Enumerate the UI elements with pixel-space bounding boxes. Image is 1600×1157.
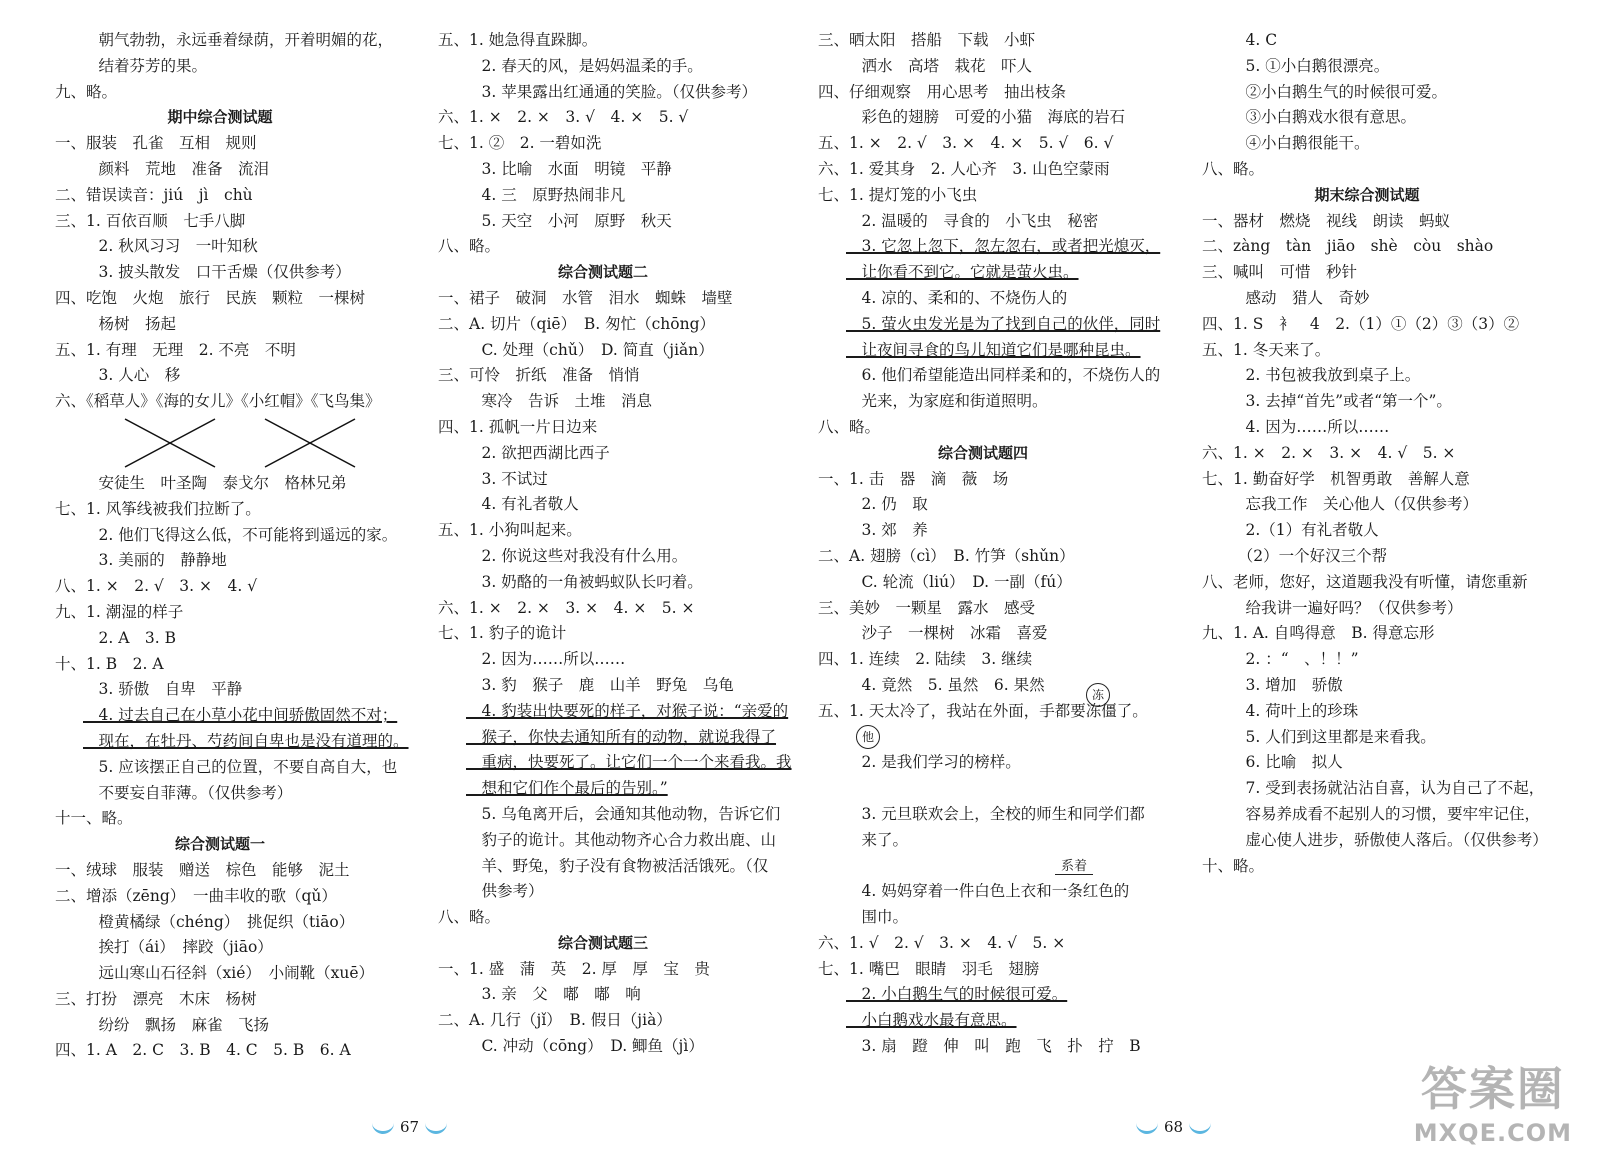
answer-line: 八、老师，您好，这道题我没有听懂，请您重新 bbox=[1202, 572, 1528, 591]
answer-line: 颜料 荒地 准备 流泪 bbox=[83, 159, 270, 178]
answer-line: 一、1. 击 器 滴 薇 场 bbox=[818, 469, 1009, 488]
answer-line: 橙黄橘绿（chéng） 挑促织（tiāo） bbox=[83, 912, 355, 931]
answer-line: （2）一个好汉三个帮 bbox=[1230, 546, 1388, 565]
answer-line: 二、zàng tàn jiāo shè còu shào bbox=[1202, 237, 1494, 256]
answer-line: 虚心使人进步，骄傲使人落后。（仅供参考） bbox=[1230, 830, 1548, 849]
answer-line: 小白鹅戏水最有意思。 bbox=[846, 1011, 1017, 1030]
answer-line: 十、略。 bbox=[1202, 856, 1265, 875]
answer-line: 3. 披头散发 口干舌燥（仅供参考） bbox=[83, 263, 351, 282]
answer-line: ②小白鹅生气的时候很可爱。 bbox=[1230, 82, 1448, 101]
section-title: 期末综合测试题 bbox=[1314, 185, 1420, 204]
answer-line: 3. 不试过 bbox=[466, 469, 548, 488]
answer-line: 4. 凉的、柔和的、不烧伤人的 bbox=[846, 288, 1068, 307]
answer-line: 三、美妙 一颗星 露水 感受 bbox=[818, 598, 1036, 617]
answer-line: 五、1. 天太冷了，我站在外面，手都要冻僵了。 bbox=[818, 701, 1148, 720]
answer-line: 三、喊叫 可惜 秒针 bbox=[1202, 263, 1358, 282]
answer-line: 4. 有礼者敬人 bbox=[466, 495, 579, 514]
answer-line: 九、略。 bbox=[55, 82, 118, 101]
answer-line: 5. 天空 小河 原野 秋天 bbox=[466, 211, 672, 230]
answer-line: 2. 他们飞得这么低，不可能将到遥远的家。 bbox=[83, 525, 398, 544]
answer-line: 二、错误读音：jiú jì chù bbox=[55, 185, 253, 204]
wave-ornament-icon bbox=[425, 1123, 447, 1134]
answer-line: 2. 春天的风，是妈妈温柔的手。 bbox=[466, 56, 703, 75]
answer-line: 2.（1）有礼者敬人 bbox=[1230, 521, 1379, 540]
answer-line: 五、1. × 2. √ 3. × 4. × 5. √ 6. √ bbox=[818, 134, 1114, 153]
answer-line: 七、1. 勤奋好学 机智勇敢 善解人意 bbox=[1202, 469, 1470, 488]
answer-line: 2. ：“ 、！！” bbox=[1230, 650, 1359, 669]
answer-line: 沙子 一棵树 冰霜 喜爱 bbox=[846, 624, 1048, 643]
answer-line: 一、器材 燃烧 视线 朗读 蚂蚁 bbox=[1202, 211, 1451, 230]
answer-line: 结着芬芳的果。 bbox=[83, 56, 208, 75]
answer-line: 一、裙子 破洞 水管 泪水 蜘蛛 墙壁 bbox=[438, 288, 733, 307]
answer-line: 2. 欲把西湖比西子 bbox=[466, 443, 610, 462]
answer-line: 7. 受到表扬就沾沾自喜，认为自己了不起， bbox=[1230, 779, 1545, 798]
answer-line: 五、1. 冬天来了。 bbox=[1202, 340, 1331, 359]
answer-line: 八、略。 bbox=[818, 417, 881, 436]
answer-line: 六、1. × 2. × 3. × 4. √ 5. × bbox=[1202, 443, 1456, 462]
answer-line: 3. 骄傲 自卑 平静 bbox=[83, 680, 243, 699]
answer-line: 2. 因为……所以…… bbox=[466, 650, 626, 669]
answer-line: 十、1. B 2. A bbox=[55, 654, 164, 673]
answer-line: 四、1. 孤帆一片日边来 bbox=[438, 417, 598, 436]
watermark-line-2: MXQE.COM bbox=[1413, 1119, 1572, 1147]
answer-line: C. 处理（chǔ） D. 简直（jiǎn） bbox=[466, 340, 714, 359]
answer-line: 四、1. A 2. C 3. B 4. C 5. B 6. A bbox=[55, 1041, 351, 1060]
answer-line: 感动 猎人 奇妙 bbox=[1230, 288, 1370, 307]
answer-line: 现在，在牡丹、芍药间自卑也是没有道理的。 bbox=[83, 731, 409, 750]
column-3 bbox=[818, 28, 1161, 1060]
answer-line: 七、1. ② 2. 一碧如洗 bbox=[438, 134, 602, 153]
answer-line: 4. 过去自己在小草小花中间骄傲固然不对； bbox=[83, 706, 398, 725]
answer-line: 2. 秋风习习 一叶知秋 bbox=[83, 237, 258, 256]
answer-line: 2. 温暖的 寻食的 小飞虫 秘密 bbox=[846, 211, 1099, 230]
answer-line bbox=[818, 776, 1148, 802]
answer-line: ④小白鹅很能干。 bbox=[1230, 134, 1370, 153]
answer-line: 3. 亲 父 嘟 嘟 响 bbox=[466, 985, 641, 1004]
answer-line: 5. 人们到这里都是来看我。 bbox=[1230, 727, 1436, 746]
answer-line: 一、1. 盛 蒲 英 2. 厚 厚 宝 贵 bbox=[438, 959, 710, 978]
answer-line: 想和它们作个最后的告别。” bbox=[466, 779, 668, 798]
answer-line: 光来，为家庭和街道照明。 bbox=[846, 392, 1048, 411]
answer-line: 来了。 bbox=[846, 830, 909, 849]
answer-line: 纷纷 飘扬 麻雀 飞扬 bbox=[83, 1015, 270, 1034]
answer-line: 寒冷 告诉 土堆 消息 bbox=[466, 392, 653, 411]
correction-mark-ta: 他 bbox=[856, 725, 880, 749]
answer-line: 八、略。 bbox=[438, 237, 501, 256]
page-number-text: 68 bbox=[1164, 1118, 1184, 1136]
column-1 bbox=[55, 28, 409, 1064]
answer-line: 3. 增加 骄傲 bbox=[1230, 675, 1343, 694]
answer-line: 二、A. 翅膀（cì） B. 竹笋（shǔn） bbox=[818, 546, 1075, 565]
answer-line bbox=[818, 854, 1148, 880]
answer-line: 六、1. 爱其身 2. 人心齐 3. 山色空蒙雨 bbox=[818, 159, 1110, 178]
answer-line: 一、服装 孔雀 互相 规则 bbox=[55, 134, 257, 153]
answer-line: 2. 小白鹅生气的时候很可爱。 bbox=[846, 985, 1068, 1004]
answer-line: 4. 豹装出快要死的样子，对猴子说：“亲爱的 bbox=[466, 701, 789, 720]
answer-line: 容易养成看不起别人的习惯，要牢牢记住， bbox=[1230, 804, 1541, 823]
answer-line: 3. 扇 蹬 伸 叫 跑 飞 扑 拧 B bbox=[846, 1037, 1141, 1056]
answer-line: 3. 郊 养 bbox=[846, 521, 928, 540]
answer-line: 5. ①小白鹅很漂亮。 bbox=[1230, 56, 1390, 75]
answer-line: 挨打（ái） 摔跤（jiāo） bbox=[83, 938, 273, 957]
answer-line: 二、A. 几行（jǐ） B. 假日（jià） bbox=[438, 1011, 672, 1030]
answer-line: 给我讲一遍好吗？（仅供参考） bbox=[1230, 598, 1463, 617]
answer-line: 三、可怜 折纸 准备 悄悄 bbox=[438, 366, 640, 385]
answer-line: 4. 三 原野热闹非凡 bbox=[466, 185, 626, 204]
answer-line: 2. 是我们学习的榜样。 bbox=[846, 753, 1021, 772]
answer-line: 洒水 高塔 栽花 吓人 bbox=[846, 56, 1033, 75]
answer-line: 让你看不到它。它就是萤火虫。 bbox=[846, 263, 1079, 282]
answer-line: 五、1. 小狗叫起来。 bbox=[438, 521, 582, 540]
answer-line: 九、1. 潮湿的样子 bbox=[55, 602, 184, 621]
answer-line: 八、略。 bbox=[1202, 159, 1265, 178]
correction-mark-xizhe: 系着 bbox=[1055, 855, 1093, 875]
answer-line: 5. 萤火虫发光是为了找到自己的伙伴，同时 bbox=[846, 314, 1161, 333]
answer-line: 五、1. 她急得直跺脚。 bbox=[438, 31, 598, 49]
answer-line: 2. A 3. B bbox=[83, 628, 177, 647]
answer-line: C. 冲动（cōng） D. 鲫鱼（jì） bbox=[466, 1037, 704, 1056]
answer-line: 3. 苹果露出红通通的笑脸。（仅供参考） bbox=[466, 82, 757, 101]
page-number-68 bbox=[1130, 1118, 1217, 1136]
answer-line: C. 轮流（liú） D. 一副（fú） bbox=[846, 572, 1072, 591]
answer-line: 六、1. × 2. × 3. × 4. × 5. × bbox=[438, 598, 695, 617]
section-title: 综合测试题二 bbox=[557, 263, 648, 282]
wave-ornament-icon bbox=[372, 1123, 394, 1134]
section-title: 综合测试题三 bbox=[557, 933, 648, 952]
answer-line: 5. 应该摆正自己的位置，不要自高自大，也 bbox=[83, 757, 398, 776]
answer-line: 八、1. × 2. √ 3. × 4. √ bbox=[55, 577, 258, 596]
answer-line: 安徒生 叶圣陶 泰戈尔 格林兄弟 bbox=[83, 473, 347, 492]
answer-line: 忘我工作 关心他人（仅供参考） bbox=[1230, 495, 1479, 514]
answer-line: 九、1. A. 自鸣得意 B. 得意忘形 bbox=[1202, 624, 1435, 643]
answer-line: 七、1. 嘴巴 眼睛 羽毛 翅膀 bbox=[818, 959, 1040, 978]
answer-line: 4. 荷叶上的珍珠 bbox=[1230, 701, 1359, 720]
answer-line: 3. 去掉“首先”或者“第一个”。 bbox=[1230, 392, 1452, 411]
answer-line: ③小白鹅戏水很有意思。 bbox=[1230, 108, 1417, 127]
answer-line: 二、增添（zēng） 一曲丰收的歌（qǔ） bbox=[55, 886, 337, 905]
answer-line: 彩色的翅膀 可爱的小猫 海底的岩石 bbox=[846, 108, 1126, 127]
section-title: 综合测试题四 bbox=[937, 443, 1028, 462]
answer-line: 4. C bbox=[1230, 31, 1278, 49]
watermark-line-1: 答案圈 bbox=[1420, 1062, 1565, 1116]
answer-line: 3. 豹 猴子 鹿 山羊 野兔 乌龟 bbox=[466, 675, 734, 694]
answer-line: 杨树 扬起 bbox=[83, 314, 177, 333]
answer-line: 让夜间寻食的鸟儿知道它们是哪种昆虫。 bbox=[846, 340, 1141, 359]
answer-line: 3. 美丽的 静静地 bbox=[83, 551, 227, 570]
answer-line: 围巾。 bbox=[846, 908, 909, 927]
answer-line: 4. 因为……所以…… bbox=[1230, 417, 1390, 436]
answer-line: 2. 书包被我放到桌子上。 bbox=[1230, 366, 1421, 385]
answer-line: 6. 比喻 拟人 bbox=[1230, 753, 1343, 772]
answer-line: 三、晒太阳 搭船 下载 小虾 bbox=[818, 31, 1036, 49]
answer-line: 远山寒山石径斜（xié） 小闹靴（xuē） bbox=[83, 964, 375, 983]
answer-line: 2. 仍 取 bbox=[846, 495, 928, 514]
wave-ornament-icon bbox=[1136, 1123, 1158, 1134]
answer-line: 6. 他们希望能造出同样柔和的，不烧伤人的 bbox=[846, 366, 1161, 385]
answer-line: 重病，快要死了。让它们一个一个来看我。我 bbox=[466, 753, 792, 772]
answer-line: 羊、野兔，豹子没有食物被活活饿死。（仅 bbox=[466, 856, 769, 875]
answer-line: 3. 人心 移 bbox=[83, 366, 181, 385]
answer-line: 五、1. 有理 无理 2. 不亮 不明 bbox=[55, 340, 296, 359]
answer-line: 不要妄自菲薄。（仅供参考） bbox=[83, 783, 293, 802]
section-title: 期中综合测试题 bbox=[167, 108, 273, 127]
watermark-logo bbox=[1414, 1053, 1572, 1147]
answer-line: 六、《稻草人》《海的女儿》《小红帽》《飞鸟集》 bbox=[55, 392, 381, 411]
page-number-67 bbox=[366, 1118, 453, 1136]
section-title: 综合测试题一 bbox=[174, 835, 265, 854]
answer-line: 供参考） bbox=[466, 882, 544, 901]
answer-line: 四、1. 连续 2. 陆续 3. 继续 bbox=[818, 650, 1033, 669]
answer-line: 3. 它忽上忽下，忽左忽右，或者把光熄灭， bbox=[846, 237, 1161, 256]
answer-line: 四、吃饱 火炮 旅行 民族 颗粒 一棵树 bbox=[55, 288, 366, 307]
answer-line: 猴子，你快去通知所有的动物，就说我得了 bbox=[466, 727, 777, 746]
answer-line: 六、1. × 2. × 3. √ 4. × 5. √ bbox=[438, 108, 689, 127]
answer-line: 一、绒球 服装 赠送 棕色 能够 泥土 bbox=[55, 860, 350, 879]
answer-line: 四、1. S 衤 4 2.（1）①（2）③（3）② bbox=[1202, 314, 1520, 333]
answer-line: 三、1. 百依百顺 七手八脚 bbox=[55, 211, 246, 230]
answer-line: 朝气勃勃，永远垂着绿荫，开着明媚的花， bbox=[83, 31, 394, 49]
page-68 bbox=[800, 0, 1600, 1157]
matching-lines bbox=[55, 415, 385, 471]
answer-line: 七、1. 风筝线被我们拉断了。 bbox=[55, 499, 261, 518]
answer-line: 2. 你说这些对我没有什么用。 bbox=[466, 546, 688, 565]
answer-line: 四、仔细观察 用心思考 抽出枝条 bbox=[818, 82, 1067, 101]
correction-mark-dong: 冻 bbox=[1086, 683, 1110, 707]
answer-line: 三、打扮 漂亮 木床 杨树 bbox=[55, 989, 257, 1008]
answer-line: 3. 元旦联欢会上，全校的师生和同学们都 bbox=[846, 804, 1145, 823]
answer-line: 二、A. 切片（qiē） B. 匆忙（chōng） bbox=[438, 314, 715, 333]
answer-line: 3. 比喻 水面 明镜 平静 bbox=[466, 159, 672, 178]
answer-line: 豹子的诡计。其他动物齐心合力救出鹿、山 bbox=[466, 830, 777, 849]
column-4 bbox=[1202, 28, 1548, 879]
wave-ornament-icon bbox=[1189, 1123, 1211, 1134]
column-2 bbox=[438, 28, 792, 1060]
answer-line: 六、1. √ 2. √ 3. × 4. √ 5. × bbox=[818, 933, 1066, 952]
answer-line: 5. 乌龟离开后，会通知其他动物，告诉它们 bbox=[466, 804, 781, 823]
answer-line: 十一、略。 bbox=[55, 809, 133, 828]
answer-line: 七、1. 豹子的诡计 bbox=[438, 624, 567, 643]
page-number-text: 67 bbox=[400, 1118, 420, 1136]
answer-line: 3. 奶酪的一角被蚂蚁队长叼着。 bbox=[466, 572, 703, 591]
answer-line: 七、1. 提灯笼的小飞虫 bbox=[818, 185, 978, 204]
answer-line: 4. 竟然 5. 虽然 6. 果然 bbox=[846, 675, 1045, 694]
answer-line: 八、略。 bbox=[438, 908, 501, 927]
answer-line: 4. 妈妈穿着一件白色上衣和一条红色的 bbox=[846, 882, 1130, 901]
